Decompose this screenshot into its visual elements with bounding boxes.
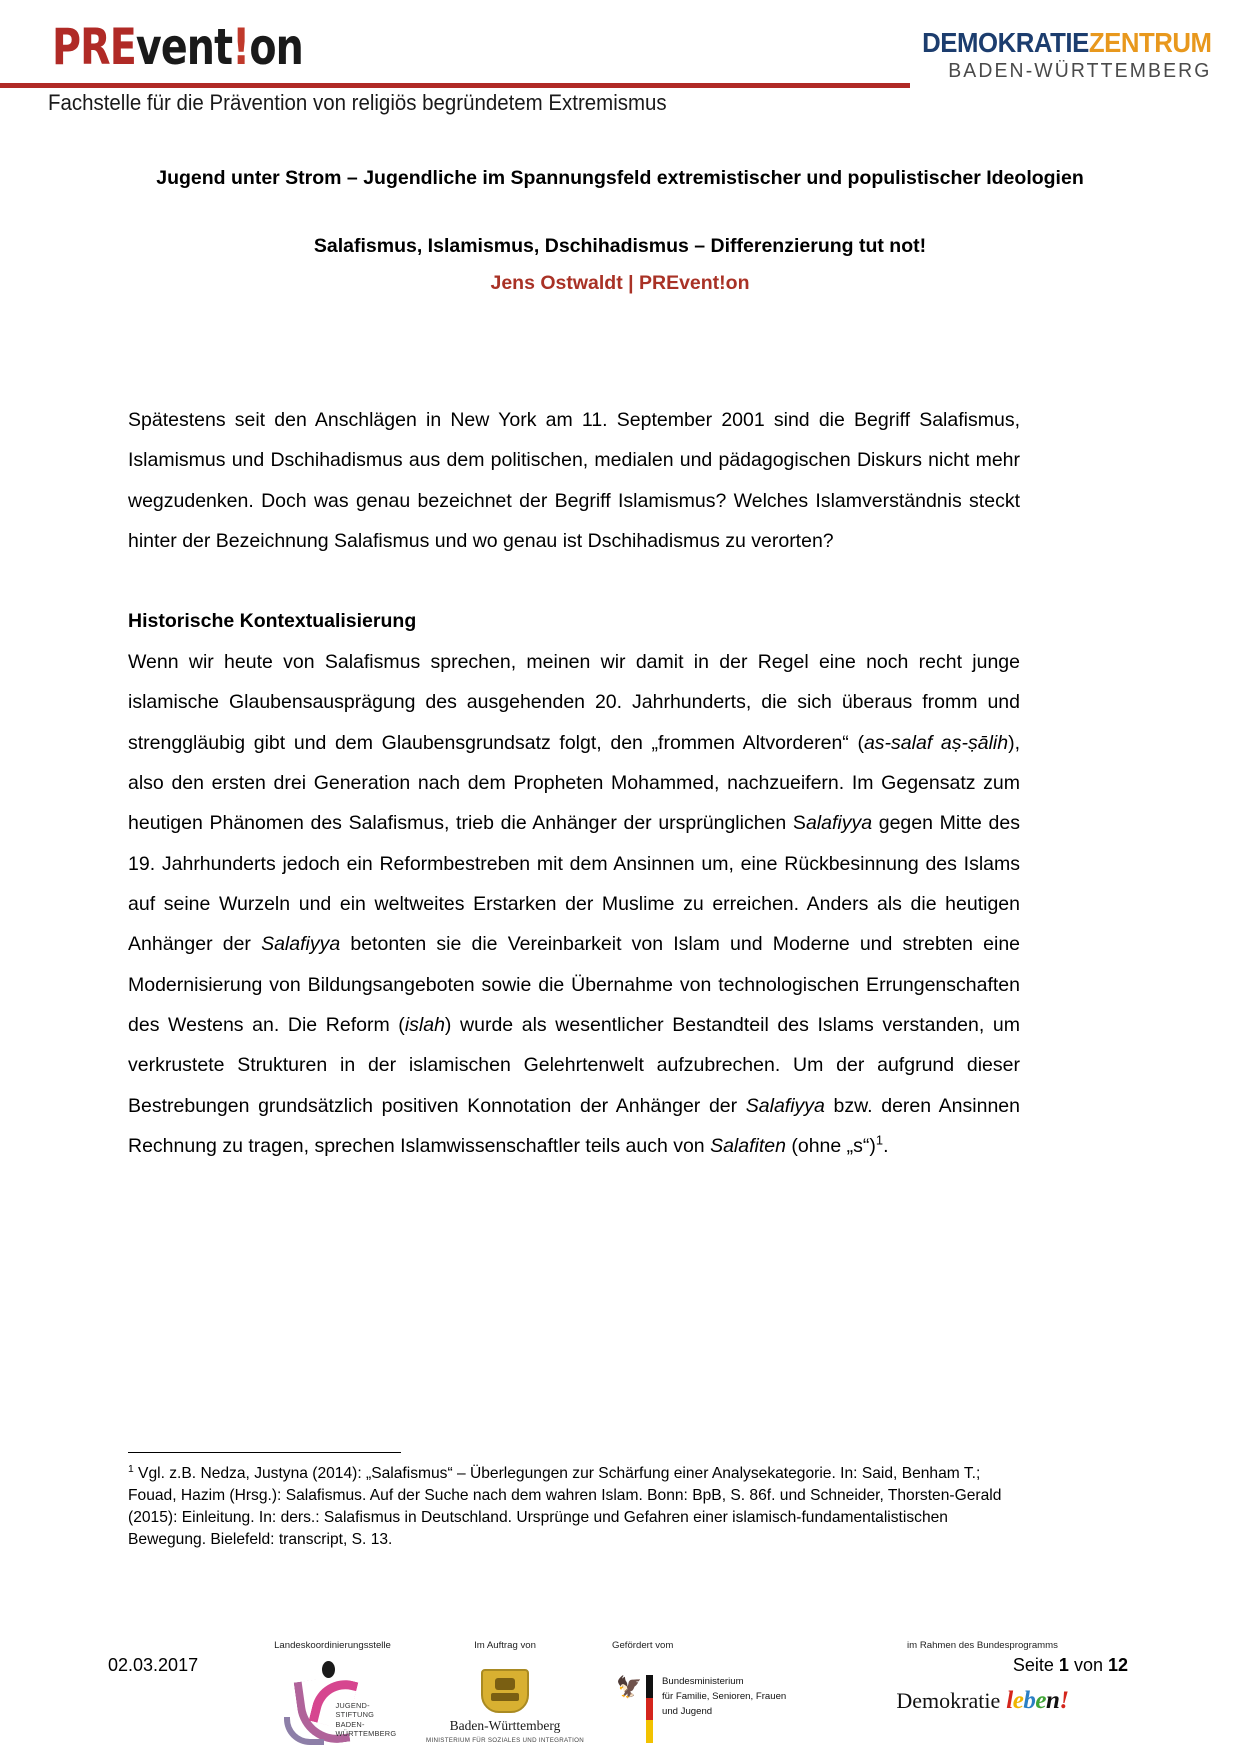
footer-block-im-auftrag-von — [405, 1640, 605, 1744]
document-footer — [0, 1625, 1240, 1754]
footnote-number: 1 — [128, 1463, 134, 1475]
bundesadler-icon: 🦅 — [616, 1676, 643, 1699]
jugendstiftung-logo — [274, 1655, 397, 1741]
demokratiezentrum-logo-zentrum: ZENTRUM — [1089, 27, 1212, 58]
footer-page-current: 1 — [1058, 1655, 1069, 1675]
author-line: Jens Ostwaldt | PREvent!on — [490, 271, 750, 294]
baden-wuerttemberg-crest-icon — [481, 1669, 529, 1713]
jugendstiftung-line-3: BADEN- — [335, 1719, 365, 1729]
para2-segment-3: gegen Mitte des 19. Jahrhunderts jedoch ein Reformbestreben mit dem Ansinnen um, eine Rückbesinnung des Islams auf seine Wurzeln und ein weltweites Erstarken der Muslime zu erreichen. Anders als die heutigen Anhänger der — [128, 812, 1020, 956]
demokratiezentrum-logo-demokratie: DEMOKRATIE — [922, 27, 1090, 58]
bundesministerium-line-2: für Familie, Senioren, Frauen — [662, 1690, 787, 1702]
intro-paragraph: Spätestens seit den Anschlägen in New York am 11. September 2001 sind die Begriff Salafismus, Islamismus und Dschihadismus aus dem politischen, medialen und pädagogischen Diskurs nicht mehr wegzudenken. Doch was genau bezeichnet der Begriff Islamismus? Welches Islamverständnis steckt hinter der Bezeichnung Salafismus und wo genau ist Dschihadismus zu verorten? — [128, 409, 1020, 553]
prevention-logo-pre: PRE — [52, 18, 136, 76]
prevention-logo-vent: vent — [135, 18, 233, 76]
para2-segment-7: (ohne „s“) — [785, 1135, 876, 1158]
prevention-logo-on: on — [249, 18, 303, 76]
demokratie-leben-logo — [855, 1687, 1110, 1715]
historische-kontextualisierung-paragraph — [128, 642, 1020, 1167]
footnote-area — [128, 1452, 1026, 1552]
footer-page-middle: von — [1068, 1655, 1108, 1675]
footnote-entry — [128, 1463, 1026, 1552]
jugendstiftung-wordmark — [336, 1701, 397, 1738]
demokratiezentrum-logo-region: BADEN-WÜRTTEMBERG — [948, 60, 1212, 83]
bundesministerium-line-1: Bundesministerium — [662, 1676, 744, 1687]
jugendstiftung-dot-icon — [322, 1661, 335, 1678]
demokratie-leben-word-demokratie: Demokratie — [896, 1688, 1001, 1713]
footnote-reference-marker[interactable]: 1 — [875, 1132, 884, 1148]
section-heading-historische-kontextualisierung: Historische Kontextualisierung — [128, 610, 417, 633]
para2-segment-4: betonten sie die Vereinbarkeit von Islam und Moderne und strebten eine Modernisierung von Bildungsangeboten sowie die Übernahme von technologischen Errungenschaften des Westens an. Die Reform ( — [128, 933, 1021, 1037]
page-subtitle: Salafismus, Islamismus, Dschihadismus – Differenzierung tut not! — [313, 234, 927, 257]
footnote-body-text: Vgl. z.B. Nedza, Justyna (2014): „Salafismus“ – Überlegungen zur Schärfung einer Analysekategorie. In: Said, Benham T.; Fouad, Hazim (Hrsg.): Salafismus. Auf der Suche nach dem wahren Islam. Bonn: BpB, S. 86f. und Schneider, Thorsten-Gerald (2015): Einleitung. In: ders.: Salafismus in Deutschland. Ursprünge und Gefahren einer islamisch-fundamentalistischen Bewegung. Bielefeld: transcript, S. 13. — [128, 1465, 1002, 1549]
para2-segment-6: bzw. deren Ansinnen Rechnung zu tragen, sprechen Islamwissenschaftler teils auch von — [128, 1094, 1020, 1158]
bundesministerium-line-3: und Jugend — [662, 1705, 713, 1717]
para2-italic-as-salaf: as-salaf aṣ-ṣālih — [863, 731, 1009, 754]
jugendstiftung-line-4: WÜRTTEMBERG — [335, 1728, 397, 1738]
para2-segment-1: Wenn wir heute von Salafismus sprechen, meinen wir damit in der Regel eine noch recht junge islamische Glaubensausprägung des ausgehenden 20. Jahrhunderts, die sich überaus fromm und strenggläubig gibt und dem Glaubensgrundsatz folgt, den „frommen Altvorderen“ ( — [128, 650, 1020, 754]
footer-block-landeskoordinierungsstelle — [250, 1640, 415, 1741]
demokratie-leben-word-leben: leben! — [1006, 1687, 1069, 1714]
bundesministerium-logo — [612, 1661, 842, 1747]
jugendstiftung-line-1: JUGEND- — [335, 1701, 370, 1710]
baden-wuerttemberg-title: Baden-Württemberg — [449, 1718, 561, 1733]
paragraph-spacer — [128, 561, 1020, 601]
para2-italic-salafiyya-2: Salafiyya — [745, 1094, 825, 1117]
footer-caption-im-auftrag-von: Im Auftrag von — [474, 1640, 536, 1651]
document-header — [0, 0, 1240, 132]
demokratiezentrum-logo — [897, 28, 1212, 83]
footer-caption-landeskoordinierungsstelle: Landeskoordinierungsstelle — [274, 1640, 391, 1651]
jugendstiftung-line-2: STIFTUNG — [335, 1710, 375, 1720]
bundesministerium-wordmark — [662, 1675, 786, 1720]
prevention-logo — [52, 18, 303, 76]
footer-page-prefix: Seite — [1012, 1655, 1059, 1675]
para2-italic-islah: islah — [404, 1014, 445, 1037]
footer-caption-gefoerdert-vom: Gefördert vom — [612, 1640, 674, 1651]
title-block — [130, 155, 1110, 295]
german-flag-icon — [646, 1675, 653, 1743]
footer-block-gefoerdert-vom — [612, 1640, 862, 1747]
header-divider-rule — [0, 83, 910, 88]
demokratiezentrum-logo-wordmark — [923, 28, 1212, 57]
para2-segment-2: ), also den ersten drei Generation nach dem Propheten Mohammed, nachzueifern. Im Gegensatz zum heutigen Phänomen des Salafismus, trieb die Anhänger der ursprünglichen S — [128, 731, 1021, 835]
footer-page-total: 12 — [1107, 1655, 1128, 1675]
footer-date: 02.03.2017 — [108, 1655, 199, 1675]
prevention-logo-exclamation: ! — [232, 18, 250, 76]
para2-segment-8: . — [883, 1135, 889, 1158]
footer-block-bundesprogramm — [855, 1640, 1110, 1715]
footnote-separator-rule — [128, 1452, 401, 1453]
baden-wuerttemberg-subtitle: MINISTERIUM FÜR SOZIALES UND INTEGRATION — [426, 1737, 584, 1744]
para2-italic-salafiten: Salafiten — [710, 1135, 786, 1158]
document-body — [128, 400, 1020, 1166]
baden-wuerttemberg-logo — [426, 1655, 584, 1744]
page-title: Jugend unter Strom – Jugendliche im Spannungsfeld extremistischer und populistischer Ideologien — [156, 167, 1084, 189]
prevention-tagline: Fachstelle für die Prävention von religiös begründetem Extremismus — [48, 90, 667, 115]
footer-caption-bundesprogramm: im Rahmen des Bundesprogramms — [907, 1640, 1058, 1651]
jugendstiftung-tail-icon — [284, 1717, 324, 1745]
para2-segment-5: ) wurde als wesentlicher Bestandteil des Islams verstanden, um verkrustete Strukturen in der islamischen Gelehrtenwelt aufzubrechen. Um der aufgrund dieser Bestrebungen grundsätzlich positiven Konnotation der Anhänger der — [128, 1014, 1020, 1117]
para2-italic-alafiyya: alafiyya — [805, 812, 873, 835]
para2-italic-salafiyya-1: Salafiyya — [261, 933, 341, 956]
